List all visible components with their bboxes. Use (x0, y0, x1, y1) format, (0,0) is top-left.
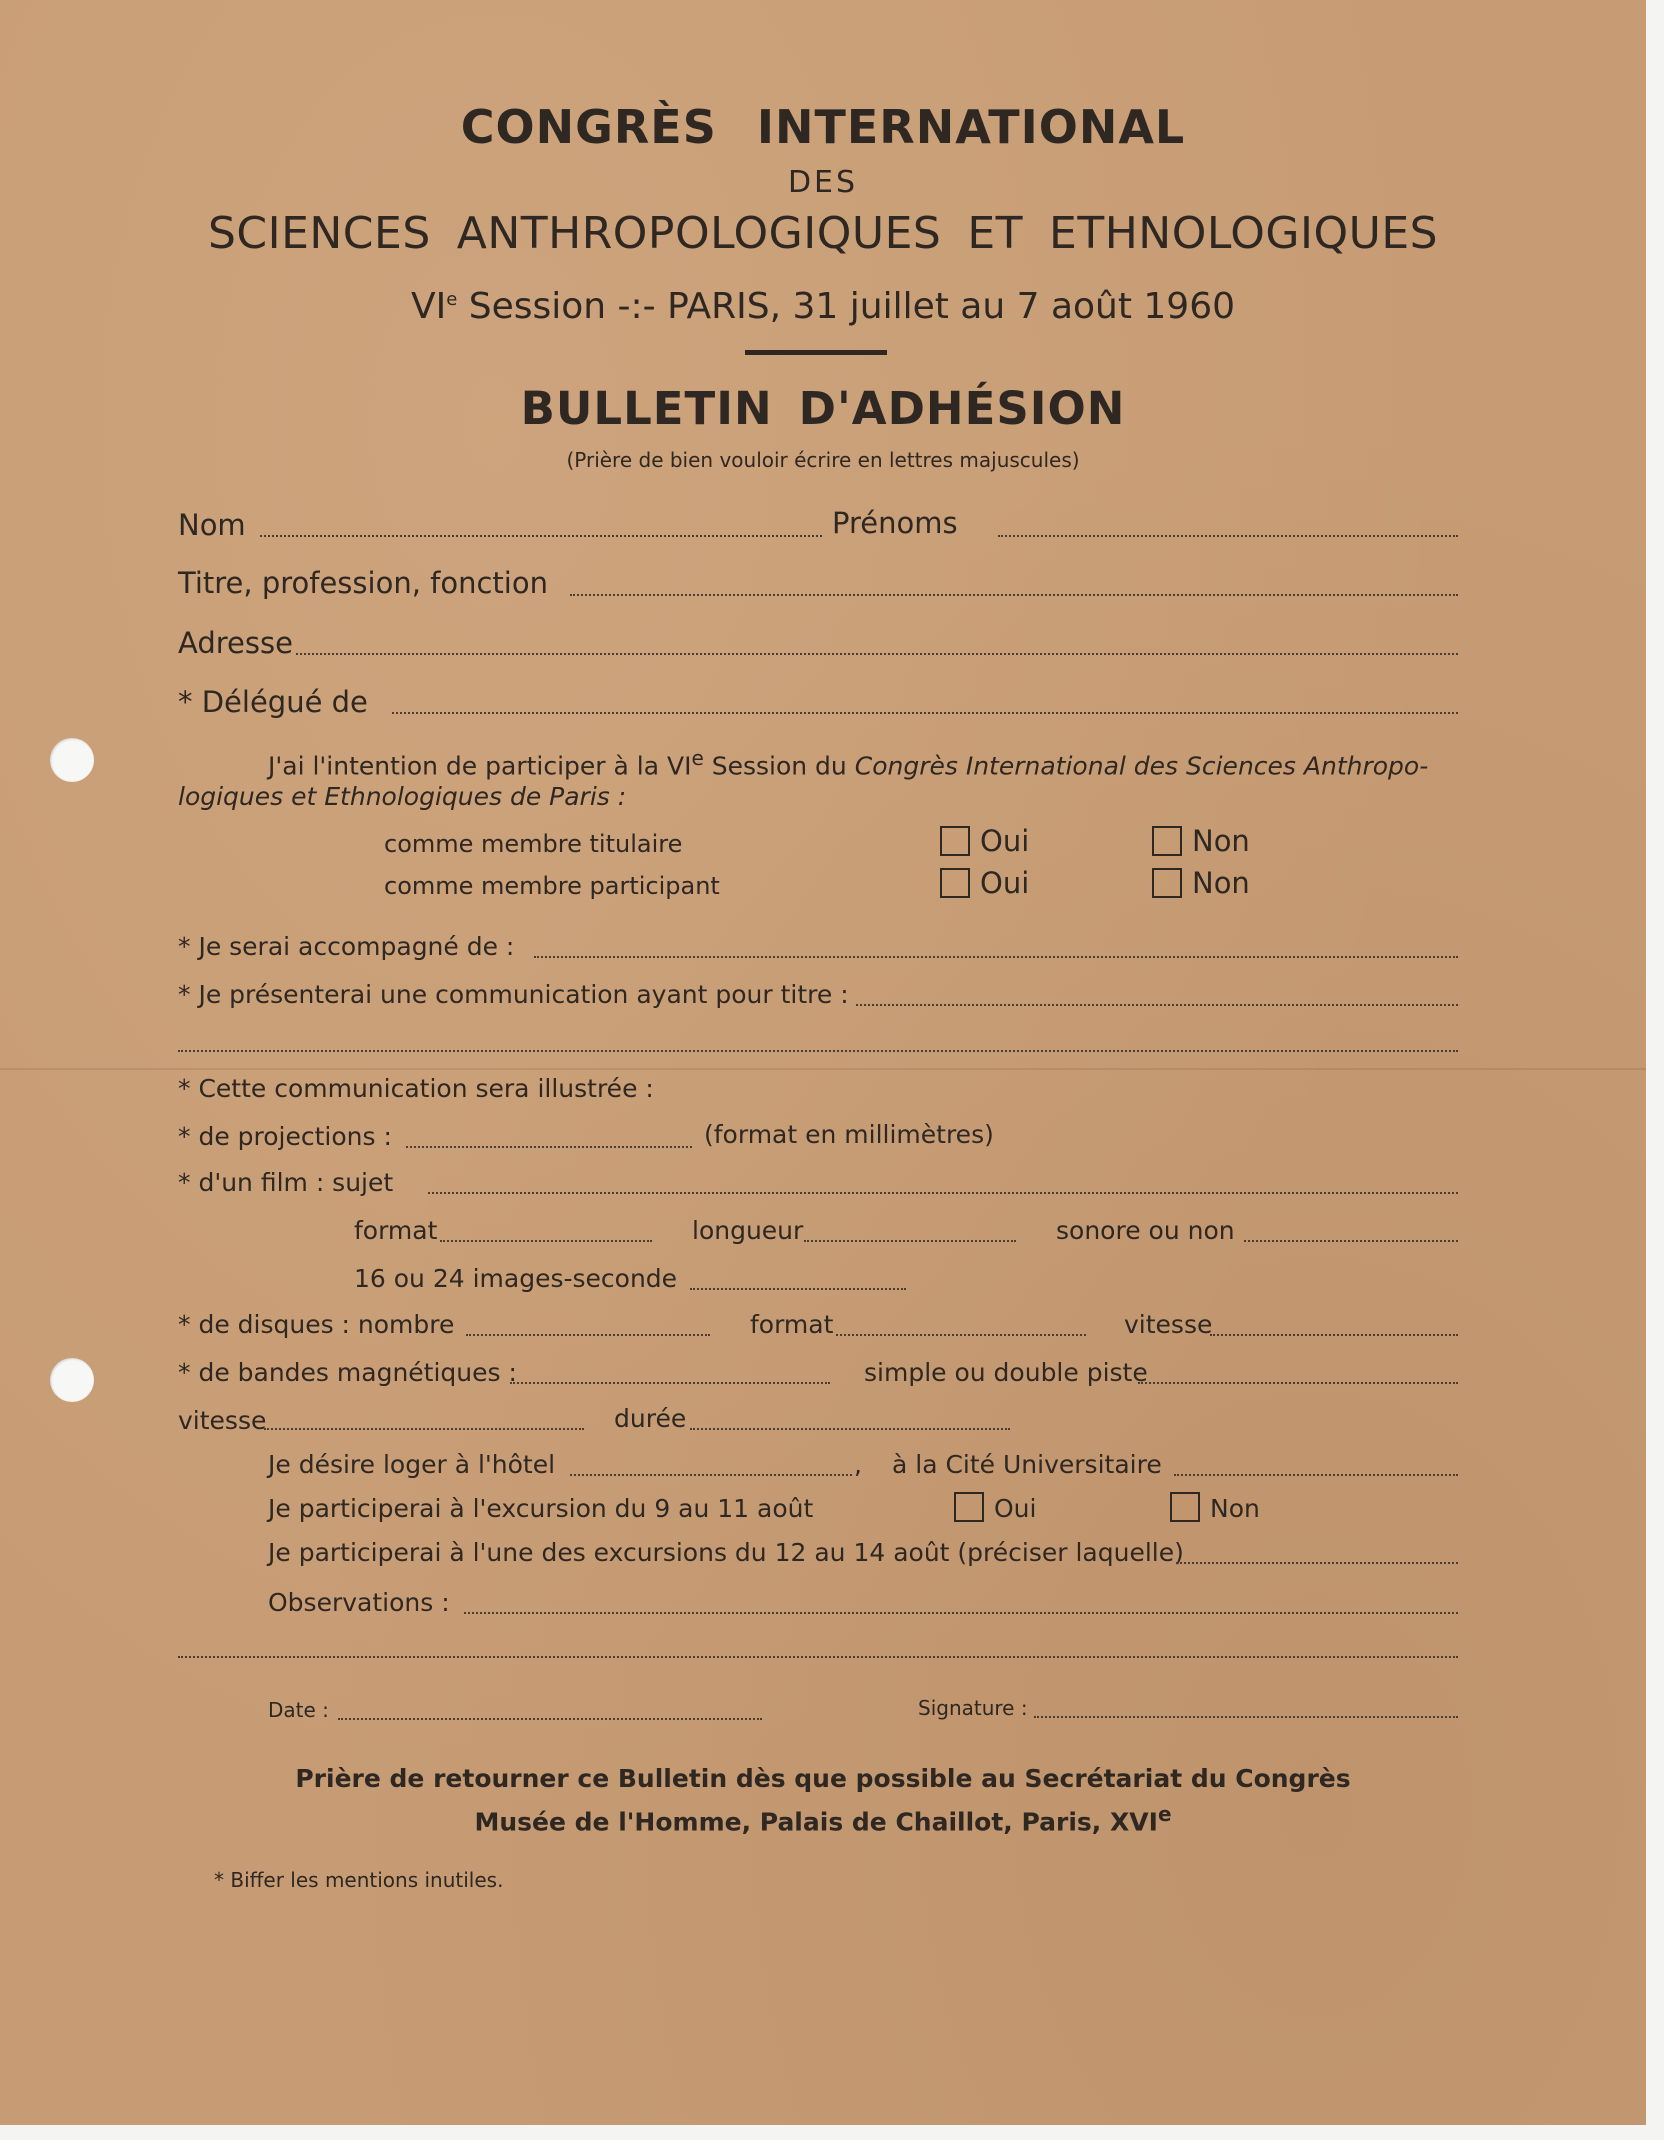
field-duree[interactable] (690, 1428, 1010, 1430)
field-bandes-vitesse[interactable] (264, 1428, 584, 1430)
field-disques-vitesse[interactable] (1210, 1334, 1458, 1336)
field-hotel[interactable] (570, 1474, 852, 1476)
congress-des: DES (787, 165, 859, 200)
field-adresse[interactable] (296, 653, 1458, 655)
punch-hole-bottom (50, 1358, 94, 1402)
fold-crease (0, 1068, 1646, 1070)
label-prenoms: Prénoms (832, 506, 958, 540)
label-projections: * de projections : (178, 1122, 392, 1151)
titulaire-oui-checkbox[interactable] (940, 826, 970, 856)
punch-hole-top (50, 738, 94, 782)
field-disques-format[interactable] (836, 1334, 1086, 1336)
label-film: * d'un film : sujet (178, 1168, 394, 1197)
return-address: Musée de l'Homme, Palais de Chaillot, Paris, XVI (474, 1807, 1158, 1837)
option-label: Oui (980, 866, 1030, 900)
label-adresse: Adresse (178, 626, 293, 660)
field-observations-suite[interactable] (178, 1656, 1458, 1658)
subtitle-word: ETHNOLOGIQUES (1049, 208, 1439, 259)
session-line (0, 286, 1646, 327)
option-label: Non (1192, 866, 1250, 900)
titulaire-non-option[interactable] (1152, 824, 1250, 858)
label-film-sonore: sonore ou non (1056, 1216, 1235, 1245)
session-number: VI (410, 286, 447, 327)
label-signature: Signature : (918, 1696, 1028, 1720)
label-observations: Observations : (268, 1588, 450, 1617)
field-nom[interactable] (260, 535, 822, 537)
label-piste: simple ou double piste (864, 1358, 1148, 1387)
congress-title-word: INTERNATIONAL (756, 100, 1186, 154)
participant-oui-option[interactable] (940, 866, 1029, 900)
footnote-biffer: * Biffer les mentions inutiles. (214, 1868, 504, 1892)
field-piste[interactable] (1138, 1382, 1458, 1384)
congress-subtitle (0, 208, 1646, 259)
field-film-sujet[interactable] (428, 1192, 1458, 1194)
intention-text: Session du (703, 751, 855, 781)
field-bandes[interactable] (510, 1382, 830, 1384)
field-observations[interactable] (464, 1612, 1458, 1614)
congress-title (0, 100, 1646, 154)
field-prenoms[interactable] (998, 535, 1458, 537)
excursion-non-option[interactable] (1170, 1492, 1260, 1523)
label-disques: * de disques : nombre (178, 1310, 455, 1339)
label-excursion-2: Je participerai à l'une des excursions du 12 au 14 août (préciser laquelle) (268, 1538, 1184, 1567)
label-nom: Nom (178, 508, 246, 542)
label-bandes-vitesse: vitesse (178, 1406, 267, 1435)
intention-superscript: e (691, 746, 704, 770)
label-hotel: Je désire loger à l'hôtel (268, 1450, 556, 1479)
bulletin-title-word: D'ADHÉSION (798, 382, 1126, 435)
intention-congress-name: Congrès International des Sciences Anthropo- (854, 751, 1429, 781)
label-images-seconde: 16 ou 24 images-seconde (354, 1264, 678, 1293)
instruction-note: (Prière de bien vouloir écrire en lettres majuscules) (566, 448, 1080, 472)
label-bandes: * de bandes magnétiques : (178, 1358, 517, 1387)
return-instruction-1: Prière de retourner ce Bulletin dès que possible au Secrétariat du Congrès (295, 1764, 1351, 1793)
subtitle-word: SCIENCES (207, 208, 431, 259)
session-superscript: e (446, 289, 458, 310)
field-delegue[interactable] (392, 712, 1458, 714)
label-participant: comme membre participant (384, 872, 720, 900)
option-label: Non (1192, 824, 1250, 858)
field-titre-communication-suite[interactable] (178, 1050, 1458, 1052)
field-cite[interactable] (1174, 1474, 1458, 1476)
return-instruction-2 (0, 1802, 1646, 1836)
participant-non-option[interactable] (1152, 866, 1250, 900)
label-titre: Titre, profession, fonction (178, 566, 548, 600)
field-titre-communication[interactable] (856, 1004, 1458, 1006)
excursion-oui-checkbox[interactable] (954, 1492, 984, 1522)
field-film-sonore[interactable] (1244, 1240, 1458, 1242)
subtitle-word: ANTHROPOLOGIQUES (456, 208, 942, 259)
return-superscript: e (1157, 1802, 1172, 1826)
titulaire-oui-option[interactable] (940, 824, 1029, 858)
excursion-non-checkbox[interactable] (1170, 1492, 1200, 1522)
intention-line-1 (268, 746, 1428, 780)
congress-title-word: CONGRÈS (460, 100, 717, 154)
field-projections[interactable] (406, 1146, 692, 1148)
label-titulaire: comme membre titulaire (384, 830, 683, 858)
field-film-format[interactable] (440, 1240, 652, 1242)
intention-text: J'ai l'intention de participer à la VI (268, 751, 692, 781)
titulaire-non-checkbox[interactable] (1152, 826, 1182, 856)
bulletin-title-word: BULLETIN (520, 382, 773, 435)
label-date: Date : (268, 1698, 329, 1722)
field-date[interactable] (338, 1718, 762, 1720)
label-accompagne: * Je serai accompagné de : (178, 932, 515, 961)
label-format-mm: (format en millimètres) (704, 1120, 994, 1149)
option-label: Oui (980, 824, 1030, 858)
excursion-oui-option[interactable] (954, 1492, 1036, 1523)
label-illustree: * Cette communication sera illustrée : (178, 1074, 654, 1103)
label-delegue: * Délégué de (178, 685, 368, 719)
field-images-seconde[interactable] (690, 1288, 906, 1290)
label-duree: durée (614, 1404, 687, 1433)
label-film-longueur: longueur (692, 1216, 804, 1245)
participant-oui-checkbox[interactable] (940, 868, 970, 898)
field-excursion-2[interactable] (1176, 1562, 1458, 1564)
label-presenterai: * Je présenterai une communication ayant pour titre : (178, 980, 849, 1009)
participant-non-checkbox[interactable] (1152, 868, 1182, 898)
label-disques-vitesse: vitesse (1124, 1310, 1213, 1339)
field-signature[interactable] (1034, 1716, 1458, 1718)
label-film-format: format (354, 1216, 438, 1245)
label-excursion-1: Je participerai à l'excursion du 9 au 11 août (268, 1494, 814, 1523)
field-film-longueur[interactable] (804, 1240, 1016, 1242)
hotel-comma: , (854, 1450, 862, 1479)
session-details: Session -:- PARIS, 31 juillet au 7 août 1960 (457, 286, 1236, 327)
subtitle-word: ET (967, 208, 1024, 259)
option-label: Non (1210, 1494, 1260, 1523)
field-accompagne[interactable] (534, 956, 1458, 958)
bulletin-title (0, 382, 1646, 435)
label-cite: à la Cité Universitaire (892, 1450, 1162, 1479)
option-label: Oui (994, 1494, 1037, 1523)
label-disques-format: format (750, 1310, 834, 1339)
intention-line-2: logiques et Ethnologiques de Paris : (178, 782, 627, 811)
field-disques-nombre[interactable] (466, 1334, 710, 1336)
header-divider (745, 350, 887, 355)
field-titre[interactable] (570, 594, 1458, 596)
